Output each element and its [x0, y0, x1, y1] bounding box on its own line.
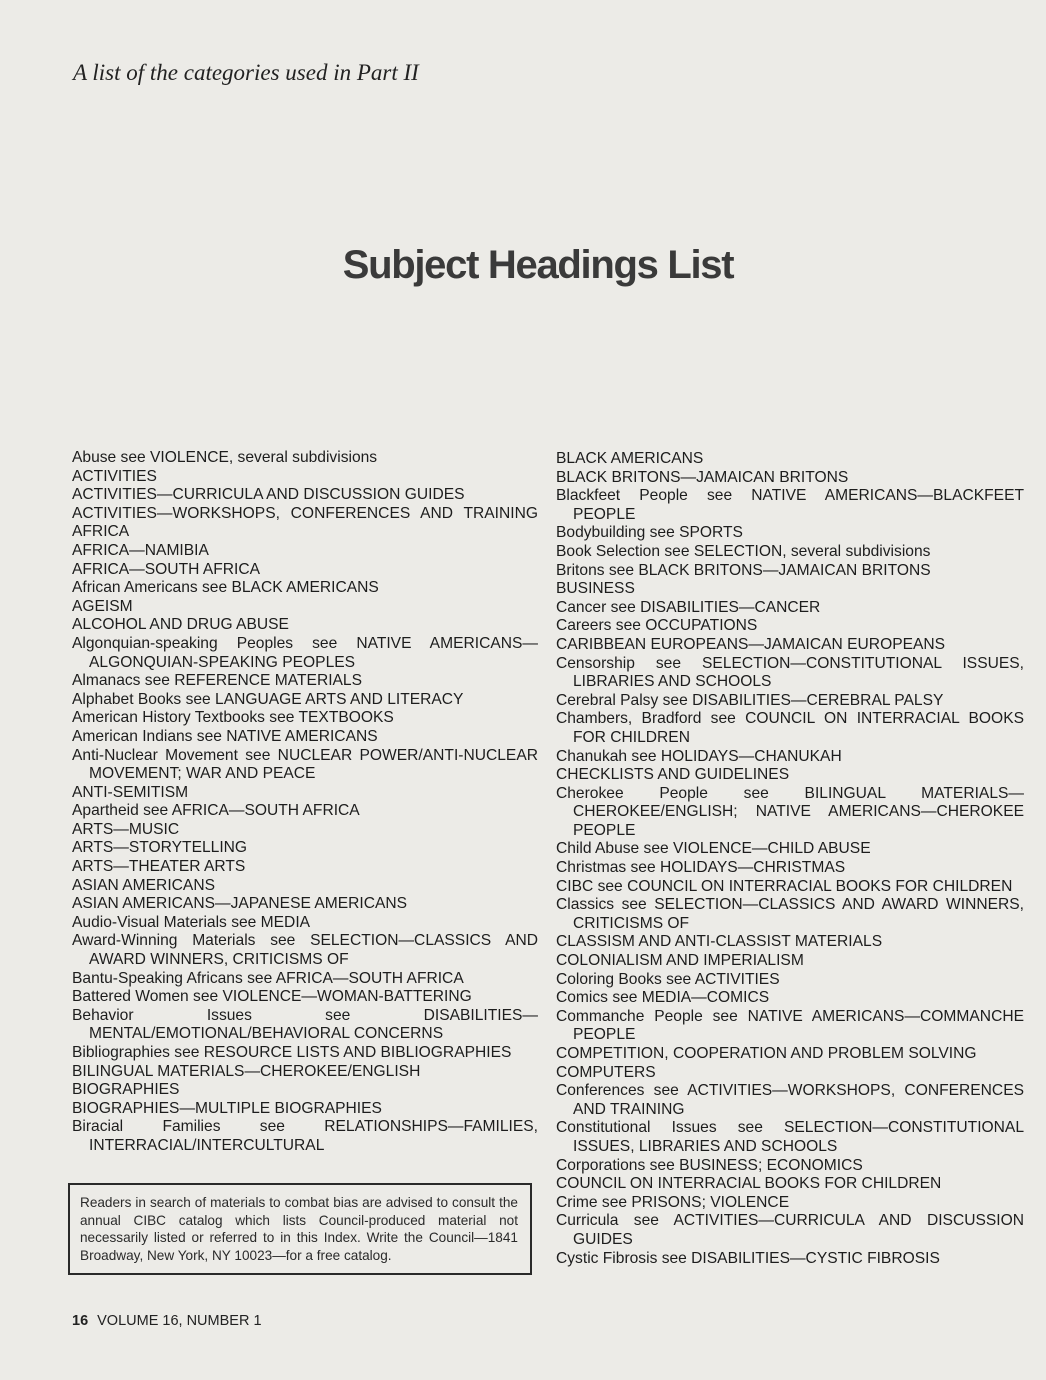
- list-item: ANTI-SEMITISM: [72, 783, 189, 801]
- list-item: CLASSISM AND ANTI-CLASSIST MATERIALS: [556, 933, 883, 951]
- list-item: COUNCIL ON INTERRACIAL BOOKS FOR CHILDREN: [556, 1175, 942, 1193]
- list-item: BUSINESS: [556, 580, 635, 598]
- list-item: Anti-Nuclear Movement see NUCLEAR POWER/ANTI-NUCLEAR MOVEMENT; WAR AND PEACE: [72, 746, 538, 783]
- list-item: COMPUTERS: [556, 1063, 656, 1081]
- list-item: ASIAN AMERICANS—JAPANESE AMERICANS: [72, 895, 408, 913]
- list-item: Book Selection see SELECTION, several subdivisions: [556, 542, 931, 560]
- list-item: BLACK AMERICANS: [556, 450, 704, 467]
- list-item: Bodybuilding see SPORTS: [556, 524, 743, 542]
- list-item: BIOGRAPHIES: [72, 1081, 180, 1099]
- list-item: Behavior Issues see DISABILITIES—MENTAL/EMOTIONAL/BEHAVIORAL CONCERNS: [72, 1006, 538, 1043]
- list-item: Britons see BLACK BRITONS—JAMAICAN BRITONS: [556, 561, 931, 579]
- list-item: AFRICA—SOUTH AFRICA: [72, 560, 261, 578]
- subject-list-left-column: [72, 449, 538, 1156]
- list-item: Battered Women see VIOLENCE—WOMAN-BATTERING: [72, 988, 472, 1006]
- list-item: Audio-Visual Materials see MEDIA: [72, 913, 311, 931]
- list-item: American Indians see NATIVE AMERICANS: [72, 727, 378, 745]
- list-item: African Americans see BLACK AMERICANS: [72, 579, 379, 597]
- page-number: 16: [72, 1313, 89, 1329]
- list-item: Cancer see DISABILITIES—CANCER: [556, 598, 821, 616]
- list-item: Abuse see VIOLENCE, several subdivisions: [72, 449, 378, 466]
- list-item: Almanacs see REFERENCE MATERIALS: [72, 672, 363, 690]
- catalog-notice-box: Readers in search of materials to combat bias are advised to consult the annual CIBC catalog which lists Council-produced material not necessarily listed or referred to in this Index. Write the Council—1841 Broadway, New York, NY 10023—for a free catalog.: [68, 1183, 532, 1275]
- list-item: Curricula see ACTIVITIES—CURRICULA AND DISCUSSION GUIDES: [556, 1212, 1024, 1248]
- list-item: AFRICA: [72, 523, 130, 541]
- list-item: COLONIALISM AND IMPERIALISM: [556, 952, 804, 970]
- list-item: CHECKLISTS AND GUIDELINES: [556, 766, 790, 784]
- list-item: Crime see PRISONS; VIOLENCE: [556, 1193, 790, 1211]
- list-item: Biracial Families see RELATIONSHIPS—FAMILIES, INTERRACIAL/INTERCULTURAL: [72, 1118, 538, 1154]
- list-item: CIBC see COUNCIL ON INTERRACIAL BOOKS FOR CHILDREN: [556, 877, 1013, 895]
- list-item: Comics see MEDIA—COMICS: [556, 989, 770, 1007]
- list-item: Award-Winning Materials see SELECTION—CLASSICS AND AWARD WINNERS, CRITICISMS OF: [72, 932, 538, 969]
- list-item: Classics see SELECTION—CLASSICS AND AWARD WINNERS, CRITICISMS OF: [556, 896, 1024, 932]
- list-item: Corporations see BUSINESS; ECONOMICS: [556, 1156, 863, 1174]
- list-item: ACTIVITIES—WORKSHOPS, CONFERENCES AND TRAINING: [72, 504, 538, 522]
- list-item: Bantu-Speaking Africans see AFRICA—SOUTH AFRICA: [72, 969, 464, 987]
- list-item: Cystic Fibrosis see DISABILITIES—CYSTIC FIBROSIS: [556, 1249, 940, 1267]
- list-item: ARTS—STORYTELLING: [72, 839, 248, 857]
- page-footer: [72, 1313, 262, 1329]
- list-item: Coloring Books see ACTIVITIES: [556, 970, 780, 988]
- list-item: ARTS—MUSIC: [72, 820, 180, 838]
- list-item: Conferences see ACTIVITIES—WORKSHOPS, CONFERENCES AND TRAINING: [556, 1082, 1024, 1118]
- list-item: ASIAN AMERICANS: [72, 876, 215, 894]
- list-item: Apartheid see AFRICA—SOUTH AFRICA: [72, 802, 360, 820]
- list-item: Cherokee People see BILINGUAL MATERIALS—CHEROKEE/ENGLISH; NATIVE AMERICANS—CHEROKEE PEOPLE: [556, 784, 1024, 839]
- list-item: BLACK BRITONS—JAMAICAN BRITONS: [556, 468, 849, 486]
- list-item: BILINGUAL MATERIALS—CHEROKEE/ENGLISH: [72, 1062, 421, 1080]
- list-item: Child Abuse see VIOLENCE—CHILD ABUSE: [556, 840, 871, 858]
- list-item: Blackfeet People see NATIVE AMERICANS—BLACKFEET PEOPLE: [556, 487, 1024, 523]
- list-item: COMPETITION, COOPERATION AND PROBLEM SOLVING: [556, 1045, 977, 1062]
- list-item: Cerebral Palsy see DISABILITIES—CEREBRAL PALSY: [556, 691, 944, 709]
- list-item: Constitutional Issues see SELECTION—CONSTITUTIONAL ISSUES, LIBRARIES AND SCHOOLS: [556, 1119, 1024, 1155]
- list-item: Alphabet Books see LANGUAGE ARTS AND LITERACY: [72, 690, 464, 708]
- list-item: Commanche People see NATIVE AMERICANS—COMMANCHE PEOPLE: [556, 1007, 1024, 1044]
- list-item: BIOGRAPHIES—MULTIPLE BIOGRAPHIES: [72, 1099, 382, 1117]
- list-item: ALCOHOL AND DRUG ABUSE: [72, 616, 289, 634]
- list-item: Algonquian-speaking Peoples see NATIVE AMERICANS—ALGONQUIAN-SPEAKING PEOPLES: [72, 634, 538, 671]
- page-title: Subject Headings List: [342, 243, 734, 287]
- list-item: Bibliographies see RESOURCE LISTS AND BIBLIOGRAPHIES: [72, 1044, 512, 1061]
- page-subtitle: A list of the categories used in Part II: [73, 60, 419, 85]
- list-item: AGEISM: [72, 597, 133, 615]
- list-item: Chanukah see HOLIDAYS—CHANUKAH: [556, 747, 842, 765]
- list-item: American History Textbooks see TEXTBOOKS: [72, 709, 394, 727]
- list-item: CARIBBEAN EUROPEANS—JAMAICAN EUROPEANS: [556, 635, 946, 653]
- volume-label: VOLUME 16, NUMBER 1: [97, 1313, 262, 1329]
- list-item: ARTS—THEATER ARTS: [72, 858, 246, 876]
- list-item: ACTIVITIES—CURRICULA AND DISCUSSION GUIDES: [72, 486, 465, 504]
- list-item: Censorship see SELECTION—CONSTITUTIONAL ISSUES, LIBRARIES AND SCHOOLS: [556, 654, 1024, 691]
- subject-list-right-column: [556, 450, 1024, 1268]
- list-item: Chambers, Bradford see COUNCIL ON INTERRACIAL BOOKS FOR CHILDREN: [556, 710, 1024, 746]
- list-item: AFRICA—NAMIBIA: [72, 541, 209, 559]
- list-item: Christmas see HOLIDAYS—CHRISTMAS: [556, 859, 846, 877]
- list-item: Careers see OCCUPATIONS: [556, 617, 758, 635]
- list-item: ACTIVITIES: [72, 467, 157, 485]
